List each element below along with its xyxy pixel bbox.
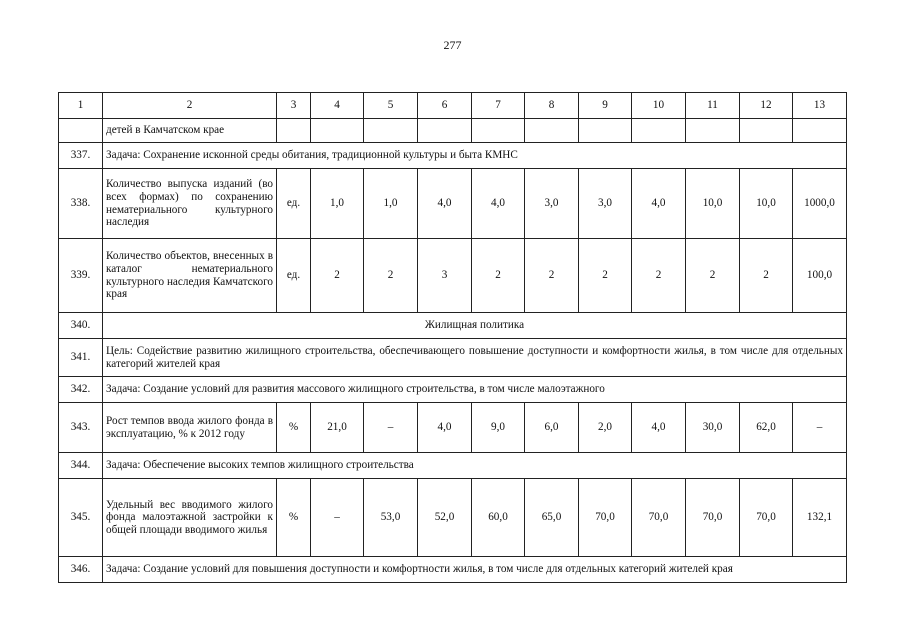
value-cell: 2 (525, 239, 579, 313)
header-cell: 3 (277, 93, 311, 119)
value-cell: 52,0 (418, 479, 472, 557)
table-row (59, 169, 847, 239)
value-cell: 70,0 (632, 479, 686, 557)
section-title: Жилищная политика (103, 313, 847, 339)
value-cell (364, 119, 418, 143)
value-cell: 30,0 (686, 403, 740, 453)
value-cell: 9,0 (472, 403, 525, 453)
value-cell: 10,0 (740, 169, 793, 239)
value-cell: 2 (364, 239, 418, 313)
value-cell: 2 (579, 239, 632, 313)
value-cell: 4,0 (418, 169, 472, 239)
value-cell: 60,0 (472, 479, 525, 557)
row-number-cell: 339. (59, 239, 103, 313)
table-row (59, 239, 847, 313)
section-row (59, 313, 847, 339)
value-cell: 6,0 (525, 403, 579, 453)
value-cell (793, 119, 847, 143)
value-cell (277, 119, 311, 143)
task-text: Задача: Создание условий для повышения доступности и комфортности жилья, в том числе для отдельных категорий жителей края (103, 557, 847, 583)
header-cell: 1 (59, 93, 103, 119)
value-cell: 70,0 (579, 479, 632, 557)
value-cell: 2 (740, 239, 793, 313)
header-cell: 5 (364, 93, 418, 119)
value-cell: 70,0 (740, 479, 793, 557)
indicator-name-cell: Рост темпов ввода жилого фонда в эксплуатацию, % к 2012 году (103, 403, 277, 453)
value-cell: 132,1 (793, 479, 847, 557)
indicator-name-cell: Количество объектов, внесенных в каталог нематериального культурного наследия Камчатского края (103, 239, 277, 313)
value-cell (472, 119, 525, 143)
header-cell: 11 (686, 93, 740, 119)
value-cell: 1000,0 (793, 169, 847, 239)
row-number-cell (59, 119, 103, 143)
task-text: Задача: Сохранение исконной среды обитания, традиционной культуры и быта КМНС (103, 143, 847, 169)
value-cell: 2 (686, 239, 740, 313)
header-cell: 6 (418, 93, 472, 119)
value-cell: 2 (311, 239, 364, 313)
header-cell: 7 (472, 93, 525, 119)
header-cell: 10 (632, 93, 686, 119)
value-cell (579, 119, 632, 143)
unit-cell: ед. (277, 169, 311, 239)
value-cell (686, 119, 740, 143)
value-cell (418, 119, 472, 143)
value-cell: 3 (418, 239, 472, 313)
value-cell: 4,0 (632, 169, 686, 239)
row-number-cell: 340. (59, 313, 103, 339)
row-number-cell: 342. (59, 377, 103, 403)
task-row (59, 377, 847, 403)
header-cell: 2 (103, 93, 277, 119)
value-cell (525, 119, 579, 143)
row-number-cell: 341. (59, 339, 103, 377)
table-row (59, 403, 847, 453)
value-cell: 1,0 (364, 169, 418, 239)
value-cell: 21,0 (311, 403, 364, 453)
value-cell: 1,0 (311, 169, 364, 239)
unit-cell: ед. (277, 239, 311, 313)
task-row (59, 339, 847, 377)
value-cell: 62,0 (740, 403, 793, 453)
header-cell: 12 (740, 93, 793, 119)
value-cell: – (793, 403, 847, 453)
task-text: Цель: Содействие развитию жилищного строительства, обеспечивающего повышение доступности и комфортности жилья, в том числе для отдельных категорий жителей края (103, 339, 847, 377)
value-cell: 4,0 (472, 169, 525, 239)
task-text: Задача: Создание условий для развития массового жилищного строительства, в том числе малоэтажного (103, 377, 847, 403)
indicator-name-cell: Количество выпуска изданий (во всех формах) по сохранению нематериального культурного наследия (103, 169, 277, 239)
indicators-table (58, 92, 847, 583)
row-number-cell: 346. (59, 557, 103, 583)
value-cell: 2 (472, 239, 525, 313)
table-row (59, 119, 847, 143)
row-number-cell: 345. (59, 479, 103, 557)
value-cell: 100,0 (793, 239, 847, 313)
page-number: 277 (443, 38, 462, 52)
header-cell: 4 (311, 93, 364, 119)
value-cell: – (364, 403, 418, 453)
header-cell: 9 (579, 93, 632, 119)
unit-cell: % (277, 479, 311, 557)
value-cell: 2 (632, 239, 686, 313)
indicator-name-cell: Удельный вес вводимого жилого фонда малоэтажной застройки к общей площади вводимого жилья (103, 479, 277, 557)
row-number-cell: 338. (59, 169, 103, 239)
value-cell (632, 119, 686, 143)
value-cell: 65,0 (525, 479, 579, 557)
unit-cell: % (277, 403, 311, 453)
indicator-name-cell: детей в Камчатском крае (103, 119, 277, 143)
value-cell: 4,0 (418, 403, 472, 453)
table-row (59, 479, 847, 557)
value-cell (311, 119, 364, 143)
row-number-cell: 343. (59, 403, 103, 453)
header-row (59, 93, 847, 119)
header-cell: 13 (793, 93, 847, 119)
row-number-cell: 337. (59, 143, 103, 169)
table-body (59, 93, 847, 583)
task-row (59, 557, 847, 583)
value-cell: – (311, 479, 364, 557)
value-cell: 2,0 (579, 403, 632, 453)
value-cell: 10,0 (686, 169, 740, 239)
task-row (59, 143, 847, 169)
row-number-cell: 344. (59, 453, 103, 479)
task-text: Задача: Обеспечение высоких темпов жилищного строительства (103, 453, 847, 479)
value-cell: 3,0 (525, 169, 579, 239)
value-cell (740, 119, 793, 143)
value-cell: 53,0 (364, 479, 418, 557)
task-row (59, 453, 847, 479)
value-cell: 70,0 (686, 479, 740, 557)
value-cell: 3,0 (579, 169, 632, 239)
header-cell: 8 (525, 93, 579, 119)
value-cell: 4,0 (632, 403, 686, 453)
